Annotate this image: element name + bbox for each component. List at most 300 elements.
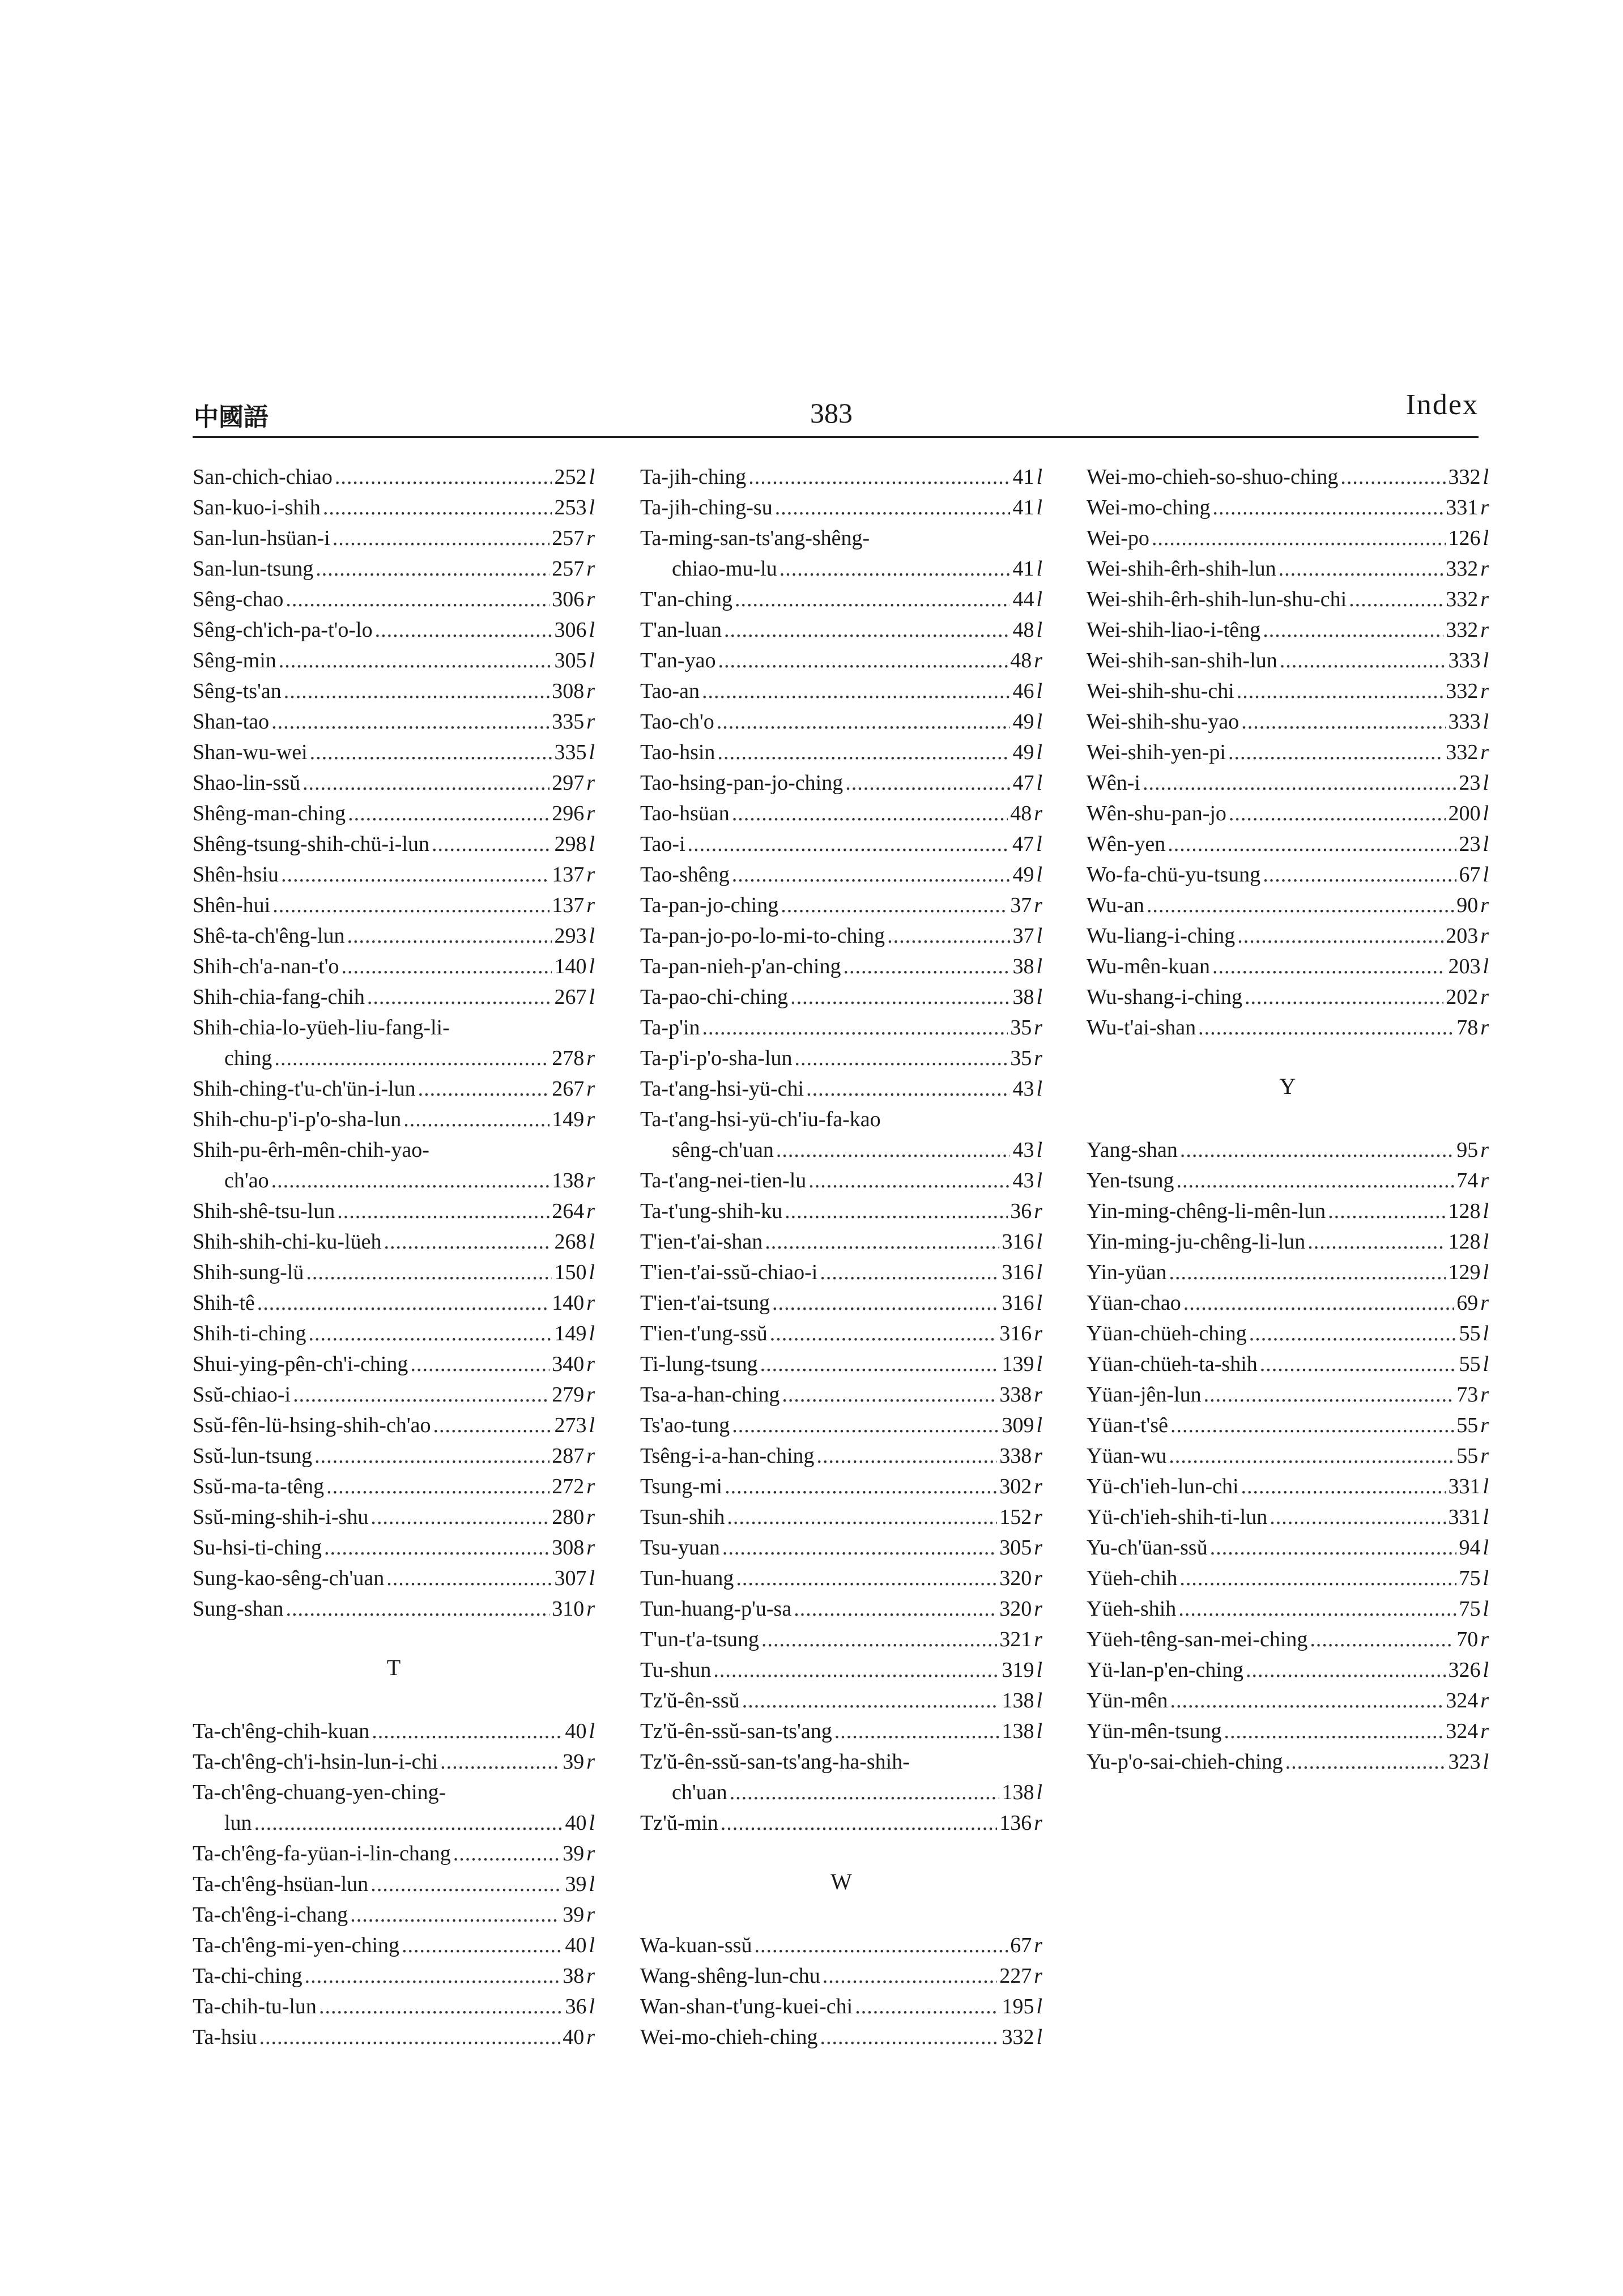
dot-leader <box>303 768 549 798</box>
entry-line <box>193 645 595 676</box>
entry-side-marker: l <box>589 1933 595 1957</box>
index-entry <box>640 1196 1042 1226</box>
index-entry <box>193 492 595 523</box>
index-entry <box>640 921 1042 951</box>
entry-page-number: 268 <box>554 1230 587 1254</box>
entry-page-number: 138 <box>1002 1689 1034 1713</box>
entry-term: Ta-ch'êng-mi-yen-ching <box>193 1933 400 1957</box>
index-entry <box>193 1441 595 1471</box>
entry-term: Tun-huang-p'u-sa <box>640 1597 792 1621</box>
entry-side-marker: r <box>1480 1628 1489 1651</box>
dot-leader <box>772 1288 999 1318</box>
entry-side-marker: l <box>1483 802 1489 825</box>
entry-side-marker: l <box>589 618 595 642</box>
entry-line <box>193 1226 595 1257</box>
entry-page-number: 332 <box>1446 618 1479 642</box>
index-entry <box>640 615 1042 645</box>
entry-term-continuation: sêng-ch'uan <box>672 1138 774 1162</box>
entry-term: Ta-ch'êng-fa-yüan-i-lin-chang <box>193 1842 451 1865</box>
entry-side-marker: r <box>1034 1016 1042 1040</box>
entry-side-marker: l <box>589 1872 595 1896</box>
entry-side-marker: r <box>1480 1444 1489 1468</box>
entry-term: Yin-ming-ju-chêng-li-lun <box>1087 1230 1306 1254</box>
entry-line <box>640 1349 1042 1379</box>
entry-line <box>640 1074 1042 1104</box>
index-entry <box>193 1961 595 1991</box>
entry-page-number: 138 <box>552 1169 585 1192</box>
index-entry <box>640 645 1042 676</box>
entry-page-number: 43 <box>1012 1169 1034 1192</box>
entry-line <box>193 1502 595 1532</box>
entry-term: Shih-shih-chi-ku-lüeh <box>193 1230 382 1254</box>
entry-line <box>193 1349 595 1379</box>
entry-line <box>1087 645 1489 676</box>
entry-term: Wan-shan-t'ung-kuei-chi <box>640 1995 853 2018</box>
header-chinese-title: 中國語 <box>194 403 269 432</box>
dot-leader <box>372 1716 563 1747</box>
entry-line <box>1087 462 1489 492</box>
entry-page-number: 309 <box>1002 1413 1034 1437</box>
entry-term: Shên-hui <box>193 893 271 917</box>
entry-term: Tun-huang <box>640 1566 734 1590</box>
dot-leader <box>433 1410 552 1441</box>
dot-leader <box>402 1930 563 1961</box>
entry-line <box>640 1961 1042 1991</box>
entry-term: Shih-ch'a-nan-t'o <box>193 955 339 978</box>
entry-term: Ta-pao-chi-ching <box>640 985 789 1009</box>
entry-page-number: 264 <box>552 1199 585 1223</box>
entry-term: Ssŭ-ma-ta-têng <box>193 1475 325 1498</box>
entry-term-continuation: ch'uan <box>672 1780 727 1804</box>
entry-side-marker: r <box>1034 1536 1042 1560</box>
entry-side-marker: l <box>1036 1230 1042 1254</box>
index-entry <box>640 523 1042 584</box>
entry-side-marker: l <box>589 1322 595 1345</box>
entry-page-number: 75 <box>1459 1597 1481 1621</box>
index-entry <box>640 1379 1042 1410</box>
entry-term-continuation: lun <box>224 1811 252 1835</box>
entry-page-number: 44 <box>1012 587 1034 611</box>
index-entry <box>1087 768 1489 798</box>
entry-line <box>1087 1226 1489 1257</box>
entry-term: Tz'ŭ-ên-ssŭ-san-ts'ang <box>640 1719 832 1743</box>
dot-leader <box>1228 737 1443 768</box>
entry-side-marker: r <box>1480 587 1489 611</box>
entry-page-number: 316 <box>1002 1260 1034 1284</box>
entry-line <box>193 1594 595 1624</box>
index-entry <box>1087 523 1489 553</box>
entry-term: Shê-ta-ch'êng-lun <box>193 924 345 948</box>
dot-leader <box>775 492 1011 523</box>
dot-leader <box>1198 1012 1454 1043</box>
entry-term: Tz'ŭ-min <box>640 1811 718 1835</box>
entry-line <box>640 645 1042 676</box>
entry-line <box>193 1808 595 1838</box>
index-entry <box>640 1441 1042 1471</box>
entry-line <box>193 1716 595 1747</box>
dot-leader <box>1178 1594 1456 1624</box>
entry-page-number: 298 <box>554 832 587 856</box>
entry-line <box>193 1196 595 1226</box>
dot-leader <box>1212 951 1446 982</box>
entry-term-continuation: ching <box>224 1046 272 1070</box>
entry-side-marker: l <box>589 1719 595 1743</box>
index-entry <box>193 1747 595 1777</box>
entry-line <box>640 1655 1042 1685</box>
entry-line <box>193 523 595 553</box>
dot-leader <box>1237 676 1443 706</box>
entry-term: Shih-ti-ching <box>193 1322 306 1345</box>
entry-page-number: 333 <box>1448 710 1481 734</box>
index-entry <box>640 1594 1042 1624</box>
entry-term: Tsung-mi <box>640 1475 723 1498</box>
entry-side-marker: r <box>586 1505 595 1529</box>
entry-term: Yüan-wu <box>1087 1444 1167 1468</box>
dot-leader <box>1263 859 1456 890</box>
entry-line <box>1087 1624 1489 1655</box>
dot-leader <box>403 1104 549 1135</box>
entry-term: Tsêng-i-a-han-ching <box>640 1444 815 1468</box>
entry-term: Tsun-shih <box>640 1505 725 1529</box>
index-column-1 <box>193 462 595 2052</box>
dot-leader <box>337 1196 549 1226</box>
entry-term: Shih-tê <box>193 1291 255 1315</box>
entry-term: Yü-ch'ieh-shih-ti-lun <box>1087 1505 1268 1529</box>
index-entry <box>193 1196 595 1226</box>
entry-page-number: 332 <box>1446 587 1479 611</box>
dot-leader <box>305 1961 561 1991</box>
dot-leader <box>1340 462 1446 492</box>
entry-page-number: 74 <box>1456 1169 1479 1192</box>
entry-term: Tz'ŭ-ên-ssŭ <box>640 1689 740 1713</box>
entry-line <box>1087 1471 1489 1502</box>
entry-first-line <box>640 1104 1042 1135</box>
entry-side-marker: l <box>1036 1689 1042 1713</box>
entry-side-marker: l <box>589 955 595 978</box>
dot-leader <box>1180 1135 1454 1165</box>
entry-line <box>640 676 1042 706</box>
entry-page-number: 306 <box>552 587 585 611</box>
index-entry <box>193 1899 595 1930</box>
entry-page-number: 49 <box>1012 710 1034 734</box>
page-number: 383 <box>810 397 853 429</box>
entry-page-number: 73 <box>1456 1383 1479 1407</box>
entry-side-marker: l <box>589 1811 595 1835</box>
index-entry <box>193 1563 595 1594</box>
index-entry <box>1087 921 1489 951</box>
entry-side-marker: l <box>1483 1199 1489 1223</box>
dot-leader <box>702 1012 1008 1043</box>
entry-page-number: 338 <box>999 1383 1032 1407</box>
dot-leader <box>316 553 549 584</box>
entry-term: Tz'ŭ-ên-ssŭ-san-ts'ang-ha-shih- <box>640 1750 910 1774</box>
entry-page-number: 305 <box>999 1536 1032 1560</box>
entry-side-marker: l <box>1483 1597 1489 1621</box>
dot-leader <box>702 676 1010 706</box>
index-entry <box>640 982 1042 1012</box>
entry-line <box>640 1716 1042 1747</box>
dot-leader <box>794 1594 997 1624</box>
entry-side-marker: r <box>586 1046 595 1070</box>
entry-side-marker: r <box>1034 1933 1042 1957</box>
entry-term: Sêng-chao <box>193 587 284 611</box>
entry-line <box>193 951 595 982</box>
entry-side-marker: r <box>1034 1383 1042 1407</box>
dot-leader <box>1229 798 1446 829</box>
index-entry <box>640 1012 1042 1043</box>
entry-term: T'an-luan <box>640 618 722 642</box>
index-entry <box>640 1349 1042 1379</box>
entry-page-number: 293 <box>554 924 587 948</box>
entry-page-number: 320 <box>999 1566 1032 1590</box>
entry-side-marker: r <box>1480 1016 1489 1040</box>
entry-term: T'ien-t'ai-ssŭ-chiao-i <box>640 1260 818 1284</box>
entry-line <box>640 462 1042 492</box>
entry-line <box>193 737 595 768</box>
entry-side-marker: r <box>1480 496 1489 519</box>
entry-term: Ssŭ-ming-shih-i-shu <box>193 1505 369 1529</box>
page-header <box>193 374 1479 438</box>
entry-term: Wu-an <box>1087 893 1144 917</box>
dot-leader <box>309 1318 552 1349</box>
index-entry <box>193 1502 595 1532</box>
entry-page-number: 272 <box>552 1475 585 1498</box>
index-entry <box>1087 1135 1489 1165</box>
dot-leader <box>717 737 1010 768</box>
entry-line <box>640 1410 1042 1441</box>
index-entry <box>1087 645 1489 676</box>
entry-line <box>640 829 1042 859</box>
index-entry <box>640 584 1042 615</box>
entry-line <box>640 951 1042 982</box>
index-entry <box>193 1135 595 1196</box>
entry-line <box>640 1685 1042 1716</box>
entry-line <box>1087 798 1489 829</box>
entry-side-marker: l <box>1483 1230 1489 1254</box>
entry-page-number: 308 <box>552 1536 585 1560</box>
entry-line <box>640 553 1042 584</box>
entry-term-continuation: ch'ao <box>224 1169 269 1192</box>
entry-side-marker: l <box>1036 1260 1042 1284</box>
dot-leader <box>1246 1655 1446 1685</box>
entry-term: San-lun-tsung <box>193 557 314 581</box>
entry-page-number: 332 <box>1446 740 1479 764</box>
entry-side-marker: r <box>586 1475 595 1498</box>
entry-term: Tao-an <box>640 679 700 703</box>
index-entry <box>193 584 595 615</box>
index-entry <box>193 1716 595 1747</box>
entry-term: Ts'ao-tung <box>640 1413 730 1437</box>
entry-line <box>640 1165 1042 1196</box>
index-entry <box>640 1747 1042 1808</box>
index-entry <box>1087 1012 1489 1043</box>
dot-leader <box>281 859 549 890</box>
entry-line <box>640 1808 1042 1838</box>
entry-line <box>193 768 595 798</box>
entry-term: Ta-ch'êng-chih-kuan <box>193 1719 370 1743</box>
entry-side-marker: l <box>1036 618 1042 642</box>
entry-line <box>1087 615 1489 645</box>
dot-leader <box>274 1043 549 1074</box>
entry-line <box>1087 523 1489 553</box>
index-entry <box>640 1471 1042 1502</box>
entry-line <box>193 1532 595 1563</box>
entry-page-number: 47 <box>1012 832 1034 856</box>
entry-page-number: 48 <box>1010 649 1032 672</box>
dot-leader <box>717 706 1011 737</box>
entry-line <box>1087 859 1489 890</box>
index-entry <box>1087 615 1489 645</box>
index-entry <box>193 1991 595 2022</box>
index-entry <box>640 1716 1042 1747</box>
entry-page-number: 38 <box>1012 955 1034 978</box>
dot-leader <box>347 921 552 951</box>
entry-line <box>193 890 595 921</box>
entry-page-number: 267 <box>554 985 587 1009</box>
entry-line <box>1087 1379 1489 1410</box>
index-entry <box>193 982 595 1012</box>
index-entry <box>1087 1441 1489 1471</box>
dot-leader <box>1183 1288 1455 1318</box>
entry-page-number: 302 <box>999 1475 1032 1498</box>
entry-term: Wên-yen <box>1087 832 1166 856</box>
entry-side-marker: l <box>1036 832 1042 856</box>
dot-leader <box>781 890 1008 921</box>
dot-leader <box>855 1991 999 2022</box>
entry-page-number: 140 <box>552 1291 585 1315</box>
entry-line <box>640 1012 1042 1043</box>
entry-line <box>193 798 595 829</box>
entry-side-marker: l <box>1036 1352 1042 1376</box>
entry-line <box>640 921 1042 951</box>
entry-term: Ta-t'ung-shih-ku <box>640 1199 783 1223</box>
index-entry <box>193 1410 595 1441</box>
entry-side-marker: l <box>1036 863 1042 887</box>
dot-leader <box>324 1532 549 1563</box>
dot-leader <box>1245 982 1443 1012</box>
entry-page-number: 48 <box>1010 802 1032 825</box>
entry-line <box>1087 1257 1489 1288</box>
entry-term: Wang-shêng-lun-chu <box>640 1964 820 1988</box>
dot-leader <box>817 1441 998 1471</box>
entry-term: Yang-shan <box>1087 1138 1178 1162</box>
dot-leader <box>748 462 1010 492</box>
entry-term: Tao-hsin <box>640 740 715 764</box>
dot-leader <box>1237 921 1443 951</box>
entry-page-number: 126 <box>1448 526 1481 550</box>
entry-side-marker: r <box>1034 802 1042 825</box>
entry-term: Ta-chi-ching <box>193 1964 303 1988</box>
entry-line <box>193 1961 595 1991</box>
entry-side-marker: r <box>1034 893 1042 917</box>
index-entry <box>640 1624 1042 1655</box>
dot-leader <box>1213 492 1444 523</box>
dot-leader <box>259 2022 560 2052</box>
entry-line <box>640 1196 1042 1226</box>
entry-term: Shan-tao <box>193 710 270 734</box>
entry-term: San-chich-chiao <box>193 465 333 489</box>
entry-page-number: 55 <box>1456 1413 1479 1437</box>
entry-side-marker: r <box>586 1383 595 1407</box>
entry-line <box>640 798 1042 829</box>
entry-line <box>640 1135 1042 1165</box>
entry-page-number: 335 <box>552 710 585 734</box>
entry-page-number: 23 <box>1459 771 1481 795</box>
entry-term: Yüan-chüeh-ching <box>1087 1322 1247 1345</box>
entry-line <box>1087 921 1489 951</box>
dot-leader <box>1349 584 1443 615</box>
entry-page-number: 331 <box>1446 496 1479 519</box>
entry-line <box>640 492 1042 523</box>
entry-page-number: 69 <box>1456 1291 1479 1315</box>
entry-term: Ssŭ-lun-tsung <box>193 1444 313 1468</box>
entry-page-number: 41 <box>1012 465 1034 489</box>
index-entry <box>640 462 1042 492</box>
entry-side-marker: l <box>1036 1780 1042 1804</box>
dot-leader <box>754 1930 1008 1961</box>
index-entry <box>640 1257 1042 1288</box>
entry-term: Yü-ch'ieh-lun-chi <box>1087 1475 1239 1498</box>
index-entry <box>640 859 1042 890</box>
entry-line <box>1087 1288 1489 1318</box>
entry-side-marker: r <box>586 557 595 581</box>
entry-side-marker: l <box>1036 1138 1042 1162</box>
entry-line <box>193 1288 595 1318</box>
dot-leader <box>732 859 1011 890</box>
index-entry <box>640 1226 1042 1257</box>
index-entry <box>193 737 595 768</box>
entry-side-marker: l <box>1483 955 1489 978</box>
entry-line <box>193 492 595 523</box>
entry-page-number: 140 <box>554 955 587 978</box>
entry-side-marker: r <box>1480 740 1489 764</box>
dot-leader <box>335 462 552 492</box>
dot-leader <box>1249 1318 1457 1349</box>
entry-side-marker: r <box>586 587 595 611</box>
dot-leader <box>254 1808 563 1838</box>
entry-page-number: 48 <box>1012 618 1034 642</box>
dot-leader <box>1170 1410 1454 1441</box>
entry-term: Ssŭ-fên-lü-hsing-shih-ch'ao <box>193 1413 431 1437</box>
entry-term: T'ien-t'ung-ssŭ <box>640 1322 768 1345</box>
entry-term: Yü-lan-p'en-ching <box>1087 1658 1243 1682</box>
index-entry <box>640 1043 1042 1074</box>
dot-leader <box>271 706 549 737</box>
entry-side-marker: r <box>586 1842 595 1865</box>
dot-leader <box>1310 1624 1454 1655</box>
entry-term: Shih-sung-lü <box>193 1260 304 1284</box>
index-entry <box>1087 1318 1489 1349</box>
entry-term: Shêng-tsung-shih-chü-i-lun <box>193 832 429 856</box>
entry-side-marker: l <box>1036 465 1042 489</box>
entry-term: Sêng-min <box>193 649 276 672</box>
dot-leader <box>1279 553 1444 584</box>
entry-term: Shih-pu-êrh-mên-chih-yao- <box>193 1138 429 1162</box>
entry-term-continuation: chiao-mu-lu <box>672 557 777 581</box>
entry-side-marker: r <box>1480 1291 1489 1315</box>
index-entry <box>193 1532 595 1563</box>
entry-page-number: 137 <box>552 893 585 917</box>
dot-leader <box>735 584 1010 615</box>
entry-side-marker: l <box>589 1413 595 1437</box>
index-entry <box>193 553 595 584</box>
index-entry <box>640 706 1042 737</box>
entry-term: Wei-mo-chieh-ching <box>640 2025 818 2049</box>
entry-page-number: 331 <box>1448 1505 1481 1529</box>
entry-line <box>1087 1165 1489 1196</box>
entry-term: Wei-shih-liao-i-têng <box>1087 618 1261 642</box>
entry-line <box>193 921 595 951</box>
